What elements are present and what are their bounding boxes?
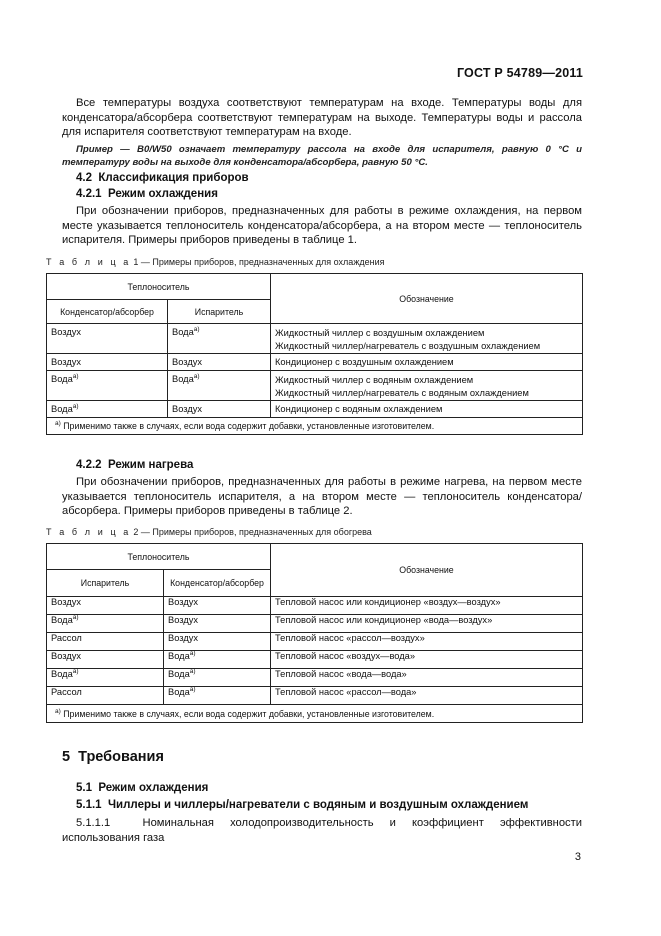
document-header: ГОСТ Р 54789—2011: [456, 66, 583, 80]
example-note: Пример — B0/W50 означает температуру рассола на входе для испарителя, равную 0 °С и температуру воды на выходе для конденсатора/абсорбера, равную 50 °С.: [62, 144, 582, 168]
page-number: 3: [574, 851, 581, 863]
table1-footnote: $^{а)}$ Применимо также в случаях, если вода содержит добавки, установленные изготовителем.: [47, 418, 583, 435]
section-4-2-1-heading: 4.2.1 Режим охлаждения: [76, 188, 218, 200]
table2-col-designation: Обозначение: [271, 544, 583, 597]
table-row: Рассол Вода$^{а)}$ Тепловой насос «рассол—вода»: [47, 687, 583, 705]
table1: [46, 273, 583, 435]
section-5-1-heading: 5.1 Режим охлаждения: [76, 782, 209, 794]
table2: [46, 543, 583, 723]
table1-group-header: Теплоноситель: [47, 274, 271, 300]
section-4-2-heading: 4.2 Классификация приборов: [76, 172, 249, 184]
table1-col-condenser: Конденсатор/абсорбер: [47, 300, 168, 324]
table-row: Вода$^{а)}$ Воздух Кондиционер с водяным охлаждением: [47, 401, 583, 418]
table-row: Вода$^{а)}$ Вода$^{а)}$ Тепловой насос «вода—вода»: [47, 669, 583, 687]
table1-footnote-row: [47, 418, 583, 435]
section-4-2-2-heading: 4.2.2 Режим нагрева: [76, 459, 194, 471]
section-5-heading: 5 Требования: [62, 749, 164, 765]
table2-col-condenser: Конденсатор/абсорбер: [164, 570, 271, 597]
table-row: Воздух Вода$^{а)}$ Тепловой насос «воздух—вода»: [47, 651, 583, 669]
table2-group-header: Теплоноситель: [47, 544, 271, 570]
table1-col-designation: Обозначение: [271, 274, 583, 324]
section-5-1-1-heading: 5.1.1 Чиллеры и чиллеры/нагреватели с водяным и воздушным охлаждением: [76, 799, 529, 811]
table2-footnote-row: [47, 705, 583, 723]
table1-col-evaporator: Испаритель: [168, 300, 271, 324]
table2-col-evaporator: Испаритель: [47, 570, 164, 597]
intro-paragraph: Все температуры воздуха соответствуют температурам на входе. Температуры воды для конденсатора/абсорбера соответствуют температурам на выходе. Температуры воды и рассола для испарителя соответствуют температурам на входе.: [62, 97, 582, 139]
section-4-2-1-text: При обозначении приборов, предназначенных для работы в режиме охлаждения, на первом месте указывается теплоноситель конденсатора/абсорбера, а на втором месте — теплоноситель испарителя. Примеры приборов приведены в таблице 1.: [62, 205, 582, 247]
table-row: Рассол Воздух Тепловой насос «рассол—воздух»: [47, 633, 583, 651]
section-5-1-1-1-text: 5.1.1.1 Номинальная холодопроизводительность и коэффициент эффективности использования газа: [62, 817, 583, 844]
table-row: Вода$^{а)}$ Воздух Тепловой насос или кондиционер «вода—воздух»: [47, 615, 583, 633]
section-4-2-2-text: При обозначении приборов, предназначенных для работы в режиме нагрева, на первом месте указывается теплоноситель испарителя, а на втором месте — теплоноситель конденсатора/абсорбера. Примеры приборов приведены в таблице 2.: [62, 476, 582, 518]
table2-footnote: $^{а)}$ Применимо также в случаях, если вода содержит добавки, установленные изготовителем.: [47, 705, 583, 723]
table-row: Воздух Вода$^{а)}$ Жидкостный чиллер с воздушным охлаждением Жидкостный чиллер/нагреватель с воздушным охлаждением: [47, 324, 583, 354]
table-row: Воздух Воздух Тепловой насос или кондиционер «воздух—воздух»: [47, 597, 583, 615]
table2-caption: Т а б л и ц а 2 — Примеры приборов, предназначенных для обогрева: [46, 527, 372, 537]
table1-caption: Т а б л и ц а 1 — Примеры приборов, предназначенных для охлаждения: [46, 257, 385, 267]
table-row: Воздух Воздух Кондиционер с воздушным охлаждением: [47, 354, 583, 371]
table-row: Вода$^{а)}$ Вода$^{а)}$ Жидкостный чиллер с водяным охлаждением Жидкостный чиллер/нагреватель с водяным охлаждением: [47, 371, 583, 401]
